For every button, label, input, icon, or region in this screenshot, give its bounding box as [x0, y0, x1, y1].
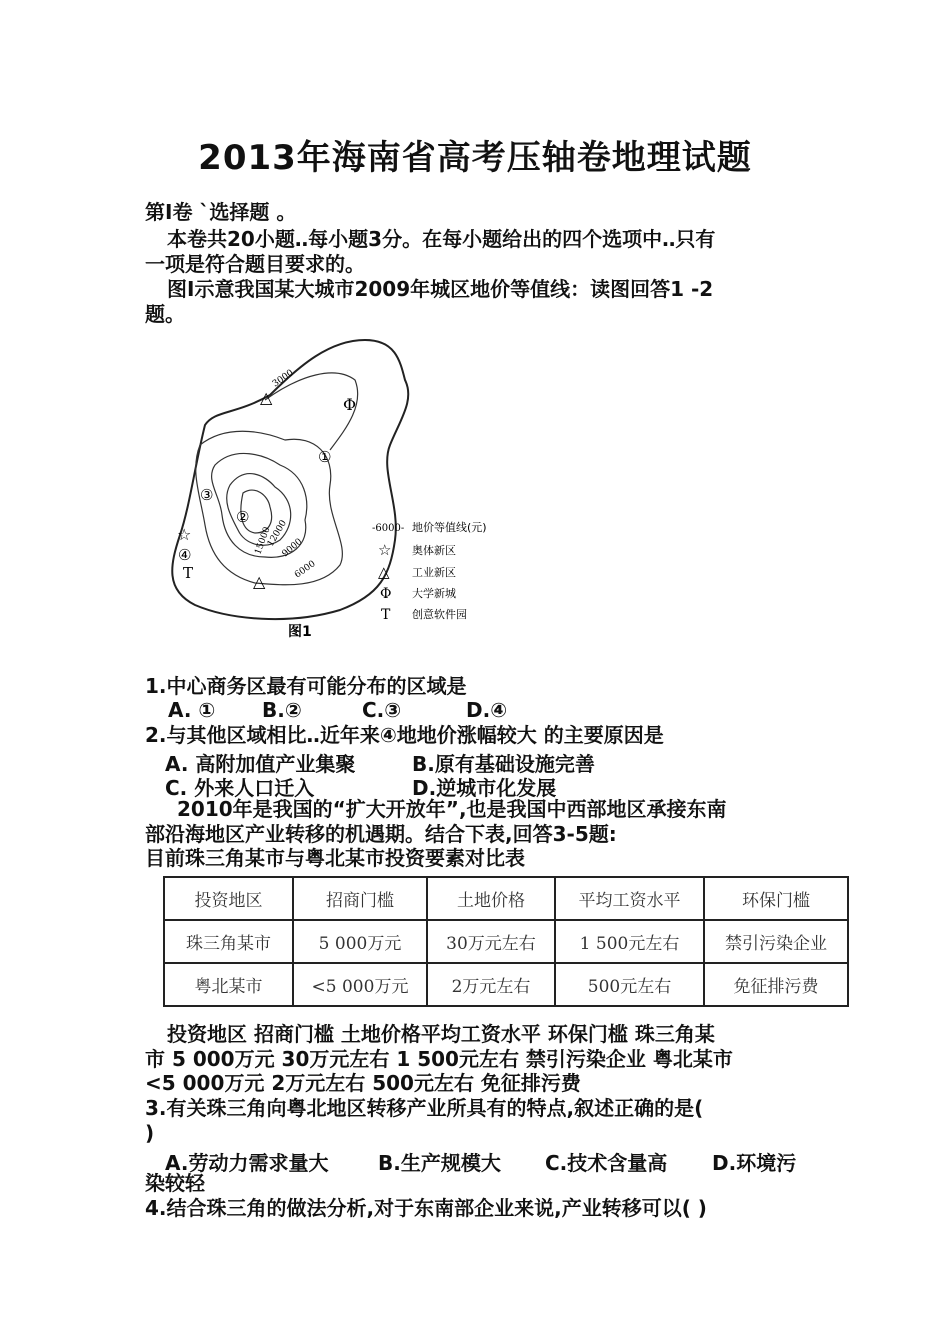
- q1-stem: 1.中心商务区最有可能分布的区域是: [145, 674, 467, 698]
- q1-option-b: B.②: [262, 698, 302, 722]
- table-cell: 免征排污费: [704, 963, 848, 1006]
- q3-option-d: D.环境污: [712, 1151, 797, 1175]
- contour-label-12000: 12000: [265, 518, 289, 549]
- legend-university-label: 大学新城: [412, 587, 456, 600]
- contour-label-3000: 3000: [270, 368, 296, 390]
- table-text-line-1: 投资地区 招商门槛 土地价格平均工资水平 环保门槛 珠三角某: [167, 1022, 715, 1046]
- q3-stem-line-2: ): [145, 1121, 155, 1145]
- page-title: 2013年海南省高考压轴卷地理试题: [198, 138, 752, 178]
- table-text-line-2: 市 5 000万元 30万元左右 1 500元左右 禁引污染企业 粤北某市: [145, 1047, 733, 1071]
- q2-option-c: C. 外来人口迁入: [165, 776, 315, 800]
- table-cell: 1 500元左右: [555, 920, 704, 963]
- creative-park-icon: T: [183, 564, 194, 582]
- table-cell: 2万元左右: [427, 963, 555, 1006]
- table-cell: 500元左右: [555, 963, 704, 1006]
- legend-university-icon: Φ: [380, 586, 392, 602]
- passage-line-2: 部沿海地区产业转移的机遇期。结合下表,回答3-5题:: [145, 822, 617, 846]
- figure-caption: 图1: [288, 624, 312, 640]
- q1-option-d: D.④: [466, 698, 508, 722]
- table-cell: 5 000万元: [293, 920, 427, 963]
- legend-olympic-icon: ☆: [378, 541, 392, 559]
- land-price-map: [150, 335, 520, 645]
- investment-comparison-table: [163, 876, 849, 1007]
- legend-industrial-icon: △: [378, 563, 390, 581]
- section-heading: 第Ⅰ卷 `选择题 。: [145, 200, 297, 224]
- table-cell: 禁引污染企业: [704, 920, 848, 963]
- q1-option-c: C.③: [362, 698, 402, 722]
- contour-label-9000: 9000: [280, 536, 305, 560]
- table-caption: 目前珠三角某市与粤北某市投资要素对比表: [145, 846, 525, 870]
- table-header-row: [164, 877, 848, 920]
- table-text-line-3: <5 000万元 2万元左右 500元左右 免征排污费: [145, 1071, 581, 1095]
- intro-line-2: 一项是符合题目要求的。: [145, 252, 365, 276]
- q2-stem: 2.与其他区域相比‥近年来④地地价涨幅较大 的主要原因是: [145, 723, 664, 747]
- figure-intro-line-2: 题。: [145, 302, 185, 326]
- q2-option-a: A. 高附加值产业集聚: [165, 752, 356, 776]
- table-cell: 珠三角某市: [164, 920, 293, 963]
- q3-option-b: B.生产规模大: [378, 1151, 501, 1175]
- industrial-zone-icon: △: [260, 388, 273, 407]
- point-2: ②: [236, 508, 250, 526]
- legend-creative-icon: T: [381, 607, 391, 623]
- table-header-cell: 投资地区: [164, 877, 293, 920]
- olympic-zone-icon: ☆: [177, 525, 192, 544]
- table-row: [164, 920, 848, 963]
- industrial-zone-icon-south: △: [253, 572, 266, 591]
- contour-label-6000: 6000: [292, 559, 318, 581]
- table-cell: <5 000万元: [293, 963, 427, 1006]
- legend-industrial-label: 工业新区: [412, 566, 456, 579]
- legend-olympic-label: 奥体新区: [412, 544, 456, 557]
- city-boundary: [172, 340, 408, 619]
- q3-option-a: A.劳动力需求量大: [165, 1151, 329, 1175]
- university-city-icon: Φ: [343, 395, 357, 414]
- intro-line-1: 本卷共20小题‥每小题3分。在每小题给出的四个选项中‥只有: [167, 227, 716, 251]
- q3-option-c: C.技术含量高: [545, 1151, 668, 1175]
- contour-label-15000: 15000: [253, 525, 273, 557]
- passage-line-1: 2010年是我国的“扩大开放年”,也是我国中西部地区承接东南: [177, 797, 727, 821]
- legend-contour-label: 地价等值线(元): [412, 521, 487, 534]
- table-cell: 粤北某市: [164, 963, 293, 1006]
- legend-creative-label: 创意软件园: [412, 608, 467, 621]
- point-4: ④: [178, 546, 192, 564]
- legend-contour-symbol: -6000-: [372, 523, 405, 534]
- table-header-cell: 招商门槛: [293, 877, 427, 920]
- q4-stem: 4.结合珠三角的做法分析,对于东南部企业来说,产业转移可以( ): [145, 1196, 707, 1220]
- point-3: ③: [200, 486, 214, 504]
- q2-option-b: B.原有基础设施完善: [412, 752, 595, 776]
- figure-intro-line-1: 图Ⅰ示意我国某大城市2009年城区地价等值线：读图回答1 -2: [167, 277, 714, 301]
- q2-option-d: D.逆城市化发展: [412, 776, 557, 800]
- point-1: ①: [318, 448, 332, 466]
- table-cell: 30万元左右: [427, 920, 555, 963]
- q3-stem-line-1: 3.有关珠三角向粤北地区转移产业所具有的特点,叙述正确的是(: [145, 1096, 704, 1120]
- table-header-cell: 平均工资水平: [555, 877, 704, 920]
- table-header-cell: 环保门槛: [704, 877, 848, 920]
- q3-option-d-continued: 染较轻: [145, 1171, 205, 1195]
- q1-option-a: A. ①: [168, 698, 216, 722]
- table-header-cell: 土地价格: [427, 877, 555, 920]
- table-row: [164, 963, 848, 1006]
